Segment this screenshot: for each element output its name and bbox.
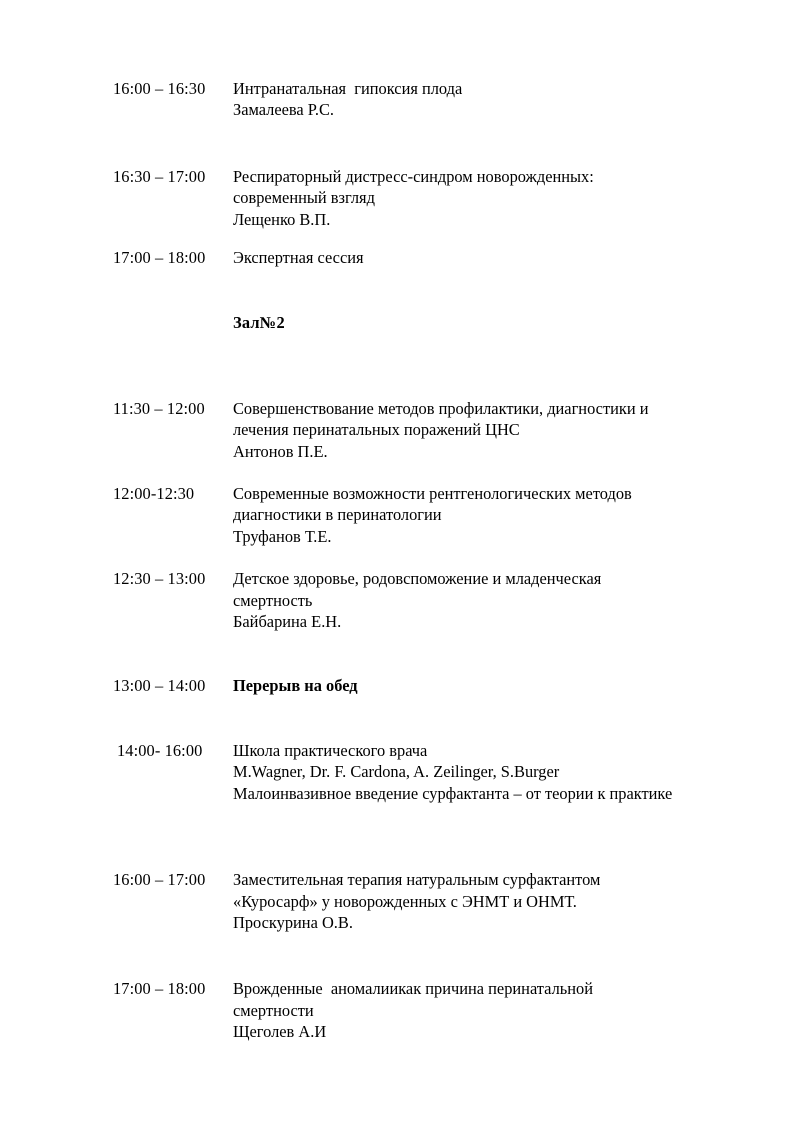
entry-title: Перерыв на обед: [233, 675, 358, 695]
entry-1700-1800-anomalies: [113, 978, 734, 1042]
vertical-gap: [113, 230, 734, 247]
entry-time: 14:00- 16:00: [117, 740, 203, 760]
entry-title: Современные возможности рентгенологических методов: [233, 484, 632, 504]
entry-time: 11:30 – 12:00: [113, 398, 205, 418]
vertical-gap: [113, 804, 734, 869]
vertical-gap: [113, 547, 734, 568]
entry-1230-1300: [113, 568, 734, 632]
entry-body: [233, 675, 734, 696]
schedule-list: [113, 78, 734, 1043]
entry-detail: Лещенко В.П.: [233, 209, 331, 229]
hall-heading-2: [113, 312, 734, 333]
vertical-gap: [113, 633, 734, 675]
entry-body: [233, 166, 734, 230]
entry-body: [233, 740, 734, 804]
entry-body: [233, 78, 734, 121]
entry-time: 13:00 – 14:00: [113, 675, 206, 695]
vertical-gap: [113, 462, 734, 483]
entry-time: 17:00 – 18:00: [113, 248, 206, 268]
entry-detail: современный взгляд: [233, 188, 375, 208]
entry-1700-1800-expert: [113, 247, 734, 268]
entry-detail: Малоинвазивное введение сурфактанта – от теории к практике: [233, 783, 673, 803]
vertical-gap: [113, 268, 734, 312]
hall-heading-spacer: [113, 312, 233, 333]
entry-time: 16:00 – 17:00: [113, 870, 206, 890]
entry-detail: «Куросарф» у новорожденных с ЭНМТ и ОНМТ.: [233, 891, 577, 911]
entry-title: Врожденные аномалиикак причина перинатальной: [233, 979, 593, 999]
entry-title: Заместительная терапия натуральным сурфактантом: [233, 870, 601, 890]
entry-detail: Щеголев А.И: [233, 1022, 327, 1042]
entry-body: [233, 398, 734, 462]
entry-detail: Проскурина О.В.: [233, 912, 353, 932]
entry-detail: Труфанов Т.Е.: [233, 526, 332, 546]
entry-detail: смертность: [233, 590, 313, 610]
entry-title: Экспертная сессия: [233, 248, 364, 268]
entry-title: Школа практического врача: [233, 740, 428, 760]
entry-time: 16:00 – 16:30: [113, 79, 206, 98]
entry-time: 12:00-12:30: [113, 484, 195, 504]
hall-label: Зал№2: [233, 313, 285, 333]
entry-detail: смертности: [233, 1000, 314, 1020]
entry-title: Интранатальная гипоксия плода: [233, 79, 463, 98]
vertical-gap: [113, 334, 734, 398]
entry-detail: лечения перинатальных поражений ЦНС: [233, 420, 520, 440]
entry-title: Детское здоровье, родовспоможение и младенческая: [233, 569, 602, 589]
entry-1600-1630: [113, 78, 734, 121]
vertical-gap: [113, 933, 734, 978]
entry-detail: Антонов П.Е.: [233, 441, 328, 461]
entry-body: [233, 483, 734, 547]
entry-time: 17:00 – 18:00: [113, 979, 206, 999]
entry-body: [233, 869, 734, 933]
entry-1130-1200: [113, 398, 734, 462]
entry-1600-1700-curosurf: [113, 869, 734, 933]
entry-body: [233, 568, 734, 632]
entry-detail: Замалеева Р.С.: [233, 100, 334, 120]
entry-1630-1700: [113, 166, 734, 230]
entry-time: 16:30 – 17:00: [113, 166, 206, 186]
entry-detail: Байбарина Е.Н.: [233, 612, 342, 632]
entry-time: 12:30 – 13:00: [113, 569, 206, 589]
entry-1300-1400-lunch: [113, 675, 734, 696]
entry-body: [233, 978, 734, 1042]
entry-title: Респираторный дистресс-синдром новорожденных:: [233, 166, 594, 186]
vertical-gap: [113, 696, 734, 740]
entry-1400-1600-school: [113, 740, 734, 804]
entry-detail: диагностики в перинатологии: [233, 505, 442, 525]
entry-title: Совершенствование методов профилактики, диагностики и: [233, 398, 649, 418]
entry-body: [233, 247, 734, 268]
entry-detail: M.Wagner, Dr. F. Cardona, A. Zeilinger, S.Burger: [233, 762, 560, 782]
entry-1200-1230: [113, 483, 734, 547]
vertical-gap: [113, 121, 734, 166]
